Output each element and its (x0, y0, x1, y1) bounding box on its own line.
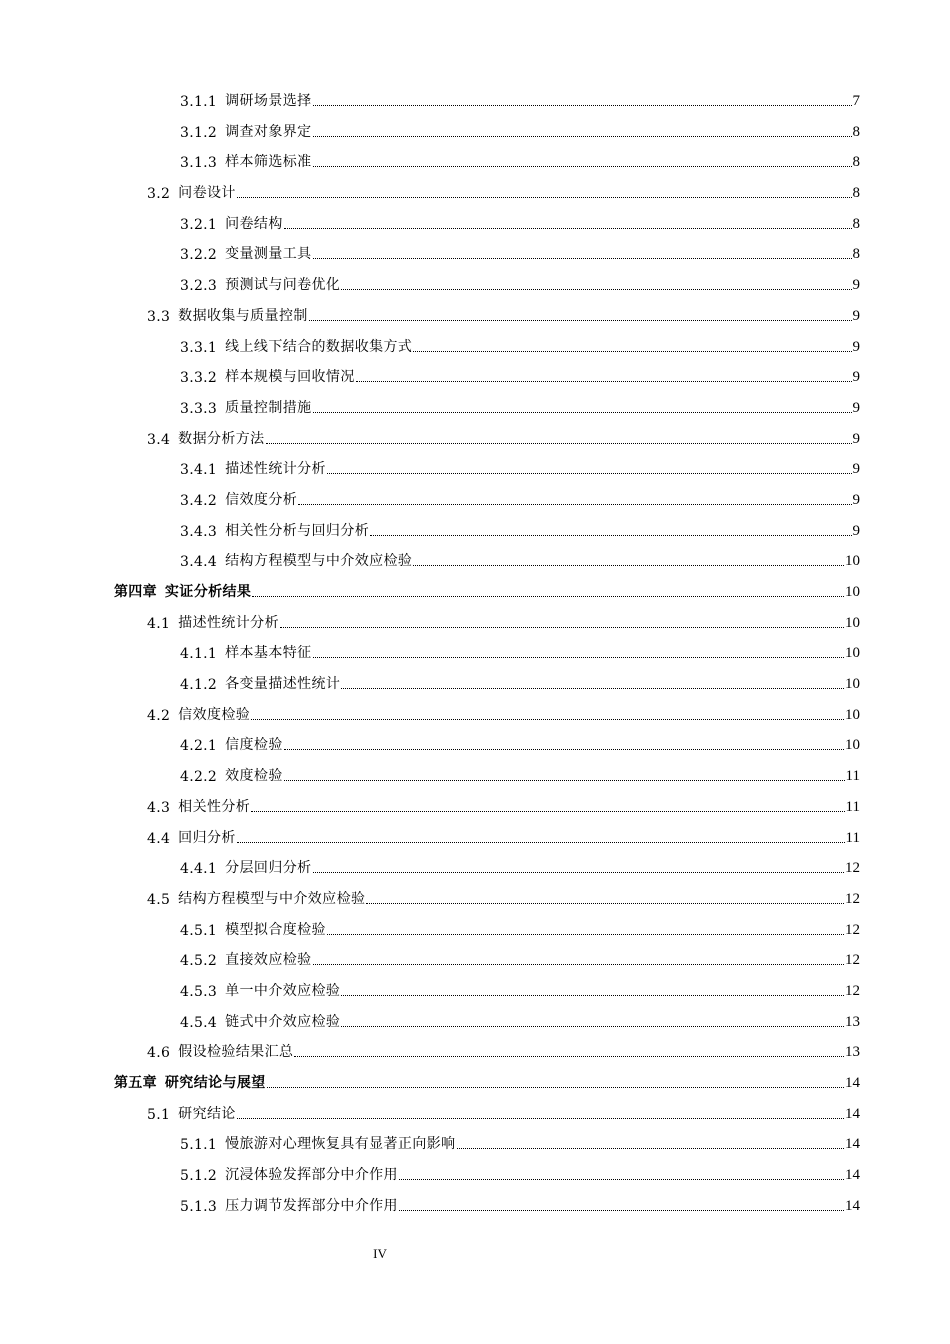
toc-entry-title: 慢旅游对心理恢复具有显著正向影响 (225, 1136, 456, 1153)
toc-entry-number: 3.4.3 (180, 523, 218, 540)
toc-entry-page: 10 (845, 614, 860, 631)
toc-entry-page: 9 (852, 307, 860, 324)
toc-entry[interactable] (0, 1160, 950, 1191)
dot-leader (237, 197, 852, 198)
toc-entry-title: 预测试与问卷优化 (225, 277, 341, 294)
toc-entry-title: 调研场景选择 (225, 93, 312, 109)
toc-entry-title: 压力调节发挥部分中介作用 (225, 1197, 398, 1214)
toc-entry[interactable] (0, 1068, 950, 1099)
toc-entry-number: 3.3.1 (180, 339, 218, 356)
toc-entry-page: 10 (845, 676, 860, 693)
dot-leader (313, 872, 844, 873)
toc-entry-title: 描述性统计分析 (225, 461, 326, 478)
toc-entry[interactable] (0, 516, 950, 547)
toc-entry-number: 4.1.1 (180, 646, 218, 663)
toc-entry[interactable] (0, 577, 950, 608)
toc-entry-title: 问卷设计 (178, 185, 236, 202)
toc-entry-page: 12 (845, 952, 860, 969)
toc-entry-page: 10 (845, 645, 860, 662)
toc-entry-page: 9 (852, 461, 860, 478)
dot-leader (413, 351, 851, 352)
toc-entry-number: 3.4.4 (180, 554, 218, 571)
page-number: IV (373, 1246, 387, 1261)
dot-leader (341, 289, 851, 290)
toc-entry-page: 9 (852, 522, 860, 539)
toc-entry-number: 3.3.2 (180, 370, 218, 387)
toc-entry-title: 变量测量工具 (225, 246, 312, 263)
dot-leader (251, 719, 844, 720)
toc-entry[interactable] (0, 853, 950, 884)
toc-entry-number: 第四章 (114, 584, 157, 600)
toc-entry[interactable] (0, 301, 950, 332)
dot-leader (284, 228, 852, 229)
toc-entry-number: 5.1.1 (180, 1137, 218, 1154)
dot-leader (341, 1026, 844, 1027)
dot-leader (313, 964, 844, 965)
toc-entry[interactable] (0, 270, 950, 301)
toc-entry-number: 4.5 (147, 891, 171, 908)
dot-leader (267, 1087, 844, 1088)
toc-entry-number: 4.2.2 (180, 769, 218, 786)
toc-entry-number: 4.5.4 (180, 1014, 218, 1031)
toc-entry[interactable] (0, 884, 950, 915)
dot-leader (327, 473, 852, 474)
toc-entry-title: 回归分析 (178, 829, 236, 846)
dot-leader (313, 166, 852, 167)
toc-entry-page: 11 (845, 768, 860, 785)
toc-entry-number: 4.6 (147, 1045, 171, 1062)
toc-entry-number: 3.4.2 (180, 492, 218, 509)
toc-entry-number: 5.1 (147, 1106, 171, 1123)
toc-entry-title: 样本规模与回收情况 (225, 369, 355, 386)
toc-entry-title: 线上线下结合的数据收集方式 (225, 338, 413, 355)
toc-entry-page: 14 (845, 1075, 860, 1091)
toc-entry-title: 信度检验 (225, 737, 283, 754)
dot-leader (280, 627, 844, 628)
toc-entry[interactable] (0, 147, 950, 178)
toc-entry-number: 4.5.3 (180, 983, 218, 1000)
toc-entry-number: 3.2 (147, 186, 171, 203)
toc-entry-number: 第五章 (114, 1075, 157, 1091)
toc-entry-title: 沉浸体验发挥部分中介作用 (225, 1167, 398, 1184)
dot-leader (313, 258, 852, 259)
toc-entry[interactable] (0, 1191, 950, 1222)
dot-leader (341, 688, 844, 689)
toc-entry-number: 3.1.3 (180, 155, 218, 172)
toc-entry-page: 8 (852, 185, 860, 202)
toc-entry[interactable] (0, 945, 950, 976)
toc-entry[interactable] (0, 332, 950, 363)
toc-entry[interactable] (0, 730, 950, 761)
toc-entry-page: 9 (852, 491, 860, 508)
toc-entry-title: 效度检验 (225, 768, 283, 785)
dot-leader (284, 749, 844, 750)
toc-entry-page: 10 (845, 553, 860, 570)
toc-entry[interactable] (0, 638, 950, 669)
toc-entry-title: 模型拟合度检验 (225, 921, 326, 938)
toc-entry-page: 9 (852, 277, 860, 294)
toc-entry-title: 信效度检验 (178, 706, 251, 723)
toc-entry[interactable] (0, 178, 950, 209)
dot-leader (237, 842, 845, 843)
dot-leader (237, 1118, 844, 1119)
dot-leader (309, 320, 852, 321)
toc-entry-page: 8 (852, 154, 860, 171)
dot-leader (251, 811, 844, 812)
toc-entry-title: 样本筛选标准 (225, 154, 312, 171)
toc-entry-page: 14 (845, 1167, 860, 1184)
toc-entry-number: 4.2.1 (180, 738, 218, 755)
dot-leader (313, 412, 852, 413)
toc-entry[interactable] (0, 239, 950, 270)
toc-entry-page: 14 (845, 1136, 860, 1153)
toc-entry[interactable] (0, 915, 950, 946)
dot-leader (366, 903, 844, 904)
toc-entry[interactable] (0, 485, 950, 516)
dot-leader (356, 381, 852, 382)
toc-entry-number: 3.4.1 (180, 462, 218, 479)
toc-entry[interactable] (0, 424, 950, 455)
toc-entry-title: 实证分析结果 (164, 584, 252, 600)
toc-entry-page: 9 (852, 399, 860, 416)
toc-entry-title: 问卷结构 (225, 215, 283, 232)
dot-leader (252, 596, 844, 597)
toc-entry-number: 5.1.3 (180, 1198, 218, 1215)
toc-entry[interactable] (0, 1099, 950, 1130)
toc-entry-title: 相关性分析 (178, 798, 251, 815)
toc-entry-number: 4.4.1 (180, 861, 218, 878)
toc-entry-page: 9 (852, 369, 860, 386)
toc-entry-title: 假设检验结果汇总 (178, 1044, 294, 1061)
dot-leader (341, 995, 844, 996)
toc-entry-number: 3.3.3 (180, 400, 218, 417)
toc-entry[interactable] (0, 393, 950, 424)
toc-entry-number: 3.3 (147, 308, 171, 325)
dot-leader (399, 1179, 844, 1180)
toc-entry[interactable] (0, 1037, 950, 1068)
dot-leader (327, 934, 844, 935)
dot-leader (313, 657, 844, 658)
toc-entry[interactable] (0, 761, 950, 792)
toc-entry-title: 质量控制措施 (225, 399, 312, 416)
toc-entry-title: 样本基本特征 (225, 645, 312, 662)
toc-entry-title: 相关性分析与回归分析 (225, 522, 370, 539)
dot-leader (294, 1056, 844, 1057)
toc-entry-page: 12 (845, 890, 860, 907)
toc-entry-page: 12 (845, 982, 860, 999)
toc-entry-number: 5.1.2 (180, 1168, 218, 1185)
toc-entry-number: 3.2.2 (180, 247, 218, 264)
toc-entry[interactable] (0, 1129, 950, 1160)
toc-entry-page: 13 (845, 1013, 860, 1030)
toc-entry-page: 8 (852, 123, 860, 140)
dot-leader (298, 504, 851, 505)
toc-entry[interactable] (0, 546, 950, 577)
toc-entry-number: 4.5.1 (180, 922, 218, 939)
toc-entry-number: 3.2.1 (180, 216, 218, 233)
toc-entry-page: 12 (845, 921, 860, 938)
toc-entry-title: 链式中介效应检验 (225, 1013, 341, 1030)
toc-entry[interactable] (0, 700, 950, 731)
dot-leader (413, 565, 844, 566)
toc-entry-title: 单一中介效应检验 (225, 982, 341, 999)
toc-entry-number: 3.2.3 (180, 278, 218, 295)
toc-entry-number: 3.1.2 (180, 124, 218, 141)
toc-entry-page: 10 (845, 584, 860, 600)
toc-entry-title: 描述性统计分析 (178, 614, 279, 631)
toc-entry[interactable] (0, 117, 950, 148)
toc-entry-page: 8 (852, 215, 860, 232)
dot-leader (457, 1148, 844, 1149)
toc-entry-title: 研究结论 (178, 1105, 236, 1122)
toc-entry-page: 10 (845, 706, 860, 723)
dot-leader (313, 136, 852, 137)
toc-entry-page: 9 (852, 430, 860, 447)
toc-entry-title: 直接效应检验 (225, 952, 312, 969)
toc-entry-number: 4.2 (147, 707, 171, 724)
toc-entry-page: 13 (845, 1044, 860, 1061)
toc-entry-title: 数据收集与质量控制 (178, 307, 308, 324)
toc-entry-page: 12 (845, 860, 860, 877)
toc-entry-title: 各变量描述性统计 (225, 676, 341, 693)
toc-entry-title: 研究结论与展望 (164, 1075, 266, 1091)
toc-entry[interactable] (0, 792, 950, 823)
toc-entry[interactable] (0, 362, 950, 393)
toc-entry-page: 8 (852, 246, 860, 263)
dot-leader (370, 535, 851, 536)
toc-entry-title: 结构方程模型与中介效应检验 (225, 553, 413, 570)
toc-entry-title: 分层回归分析 (225, 860, 312, 877)
dot-leader (399, 1210, 844, 1211)
toc-entry[interactable] (0, 608, 950, 639)
toc-entry-page: 10 (845, 737, 860, 754)
toc-entry-title: 调查对象界定 (225, 123, 312, 140)
table-of-contents (0, 86, 950, 1221)
toc-entry-title: 数据分析方法 (178, 430, 265, 447)
toc-entry-page: 14 (845, 1105, 860, 1122)
toc-entry-page: 9 (852, 338, 860, 355)
dot-leader (284, 780, 845, 781)
toc-entry[interactable] (0, 823, 950, 854)
toc-entry-number: 4.4 (147, 830, 171, 847)
toc-entry[interactable] (0, 454, 950, 485)
toc-entry-number: 3.4 (147, 431, 171, 448)
toc-entry-page: 7 (852, 93, 860, 109)
toc-entry-page: 11 (845, 798, 860, 815)
toc-entry[interactable] (0, 86, 950, 117)
toc-entry[interactable] (0, 209, 950, 240)
toc-entry[interactable] (0, 1007, 950, 1038)
toc-entry[interactable] (0, 976, 950, 1007)
toc-entry-number: 4.3 (147, 799, 171, 816)
toc-entry-number: 4.5.2 (180, 953, 218, 970)
toc-entry-number: 4.1.2 (180, 677, 218, 694)
toc-entry-title: 结构方程模型与中介效应检验 (178, 890, 366, 907)
dot-leader (266, 443, 852, 444)
toc-entry-title: 信效度分析 (225, 491, 298, 508)
toc-entry-number: 3.1.1 (180, 94, 218, 110)
toc-entry-number: 4.1 (147, 615, 171, 632)
dot-leader (313, 105, 852, 106)
toc-entry[interactable] (0, 669, 950, 700)
toc-entry-page: 14 (845, 1197, 860, 1214)
toc-entry-page: 11 (845, 829, 860, 846)
